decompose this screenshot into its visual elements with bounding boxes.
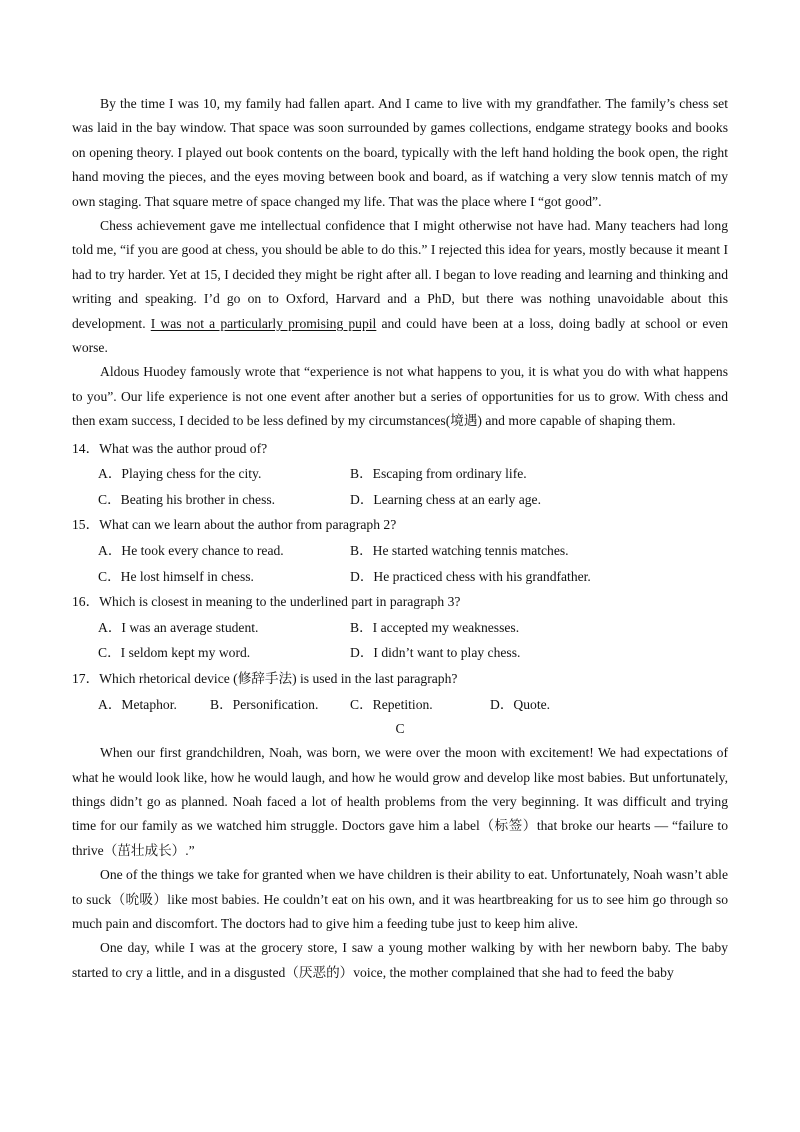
question-15 (72, 512, 728, 589)
question-16 (72, 589, 728, 666)
passage-b-paragraph-1: By the time I was 10, my family had fallen apart. And I came to live with my grandfather. The family’s chess set was laid in the bay window. That space was soon surrounded by games collections, endgame strategy books and books on opening theory. I played out book contents on the board, typically with the left hand holding the book open, the right hand moving the pieces, and the eyes moving between book and board, as if watching a very slow tennis match of my own staging. That square metre of space changed my life. That was the place where I “got good”. (72, 96, 728, 209)
question-14 (72, 436, 728, 513)
passage-b-paragraph-2 (72, 214, 728, 360)
document-page (72, 92, 728, 985)
paragraph-2-text-a: Chess achievement gave me intellectual confidence that I might otherwise not have had. Many teachers had long told me, “if you are good at chess, you should be able to do this.” I rejected this idea for years, mostly because it meant I had to try harder. Yet at 15, I decided they might be right after all. I began to love reading and learning and thinking and writing and speaking. I’d go on to Oxford, Harvard and a PhD, but there was nothing unavoidable about this development. (72, 218, 728, 331)
question-stem: 14．What was the author proud of? (72, 440, 268, 456)
paragraph-2-text-b: and could have been at a loss, doing badly at school or even worse. (72, 315, 728, 356)
option-a: A．Playing chess for the city. (98, 466, 262, 482)
option-c: C．I seldom kept my word. (98, 645, 251, 661)
option-c: C．He lost himself in chess. (98, 568, 254, 584)
question-stem: 16．Which is closest in meaning to the underlined part in paragraph 3? (72, 594, 461, 610)
option-d: D．Learning chess at an early age. (350, 491, 541, 507)
option-b: B．Escaping from ordinary life. (350, 466, 527, 482)
passage-c-paragraph-3: One day, while I was at the grocery store, I saw a young mother walking by with her newborn baby. The baby started to cry a little, and in a disgusted（厌恶的）voice, the mother complained that she had to feed the baby (72, 940, 728, 980)
option-c: C．Beating his brother in chess. (98, 491, 276, 507)
option-a: A．I was an average student. (98, 619, 259, 635)
option-b: B．Personification. (210, 696, 319, 712)
option-b: B．He started watching tennis matches. (350, 543, 569, 559)
question-stem: 15．What can we learn about the author from paragraph 2? (72, 517, 397, 533)
option-d: D．Quote. (490, 696, 551, 712)
option-c: C．Repetition. (350, 696, 433, 712)
underlined-phrase: I was not a particularly promising pupil (150, 315, 377, 331)
option-d: D．He practiced chess with his grandfather. (350, 568, 591, 584)
option-a: A．He took every chance to read. (98, 543, 284, 559)
passage-c-paragraph-1: When our first grandchildren, Noah, was born, we were over the moon with excitement! We had expectations of what he would look like, how he would laugh, and how he would grow and develop like most babies. But unfortunately, things didn’t go as planned. Noah faced a lot of health problems from the very beginning. It was difficult and trying time for our family as we watched him struggle. Doctors gave him a label（标签）that broke our hearts — “failure to thrive（茁壮成长）.” (72, 745, 728, 858)
option-b: B．I accepted my weaknesses. (350, 619, 520, 635)
option-a: A．Metaphor. (98, 696, 177, 712)
passage-b-paragraph-3: Aldous Huodey famously wrote that “experience is not what happens to you, it is what you do with what happens to you”. Our life experience is not one event after another but a series of opportunities for us to grow. With chess and then exam success, I decided to be less defined by my circumstances(境遇) and more capable of shaping them. (72, 364, 728, 429)
option-d: D．I didn’t want to play chess. (350, 645, 521, 661)
question-17 (72, 666, 728, 717)
question-stem: 17．Which rhetorical device (修辞手法) is used in the last paragraph? (72, 671, 458, 687)
section-label: C (395, 721, 405, 737)
passage-c-paragraph-2: One of the things we take for granted when we have children is their ability to eat. Unfortunately, Noah wasn’t able to suck（吮吸）like most babies. He couldn’t eat on his own, and it was heartbreaking for us to see him go through so much pain and discomfort. The doctors had to give him a feeding tube just to keep him alive. (72, 867, 728, 932)
